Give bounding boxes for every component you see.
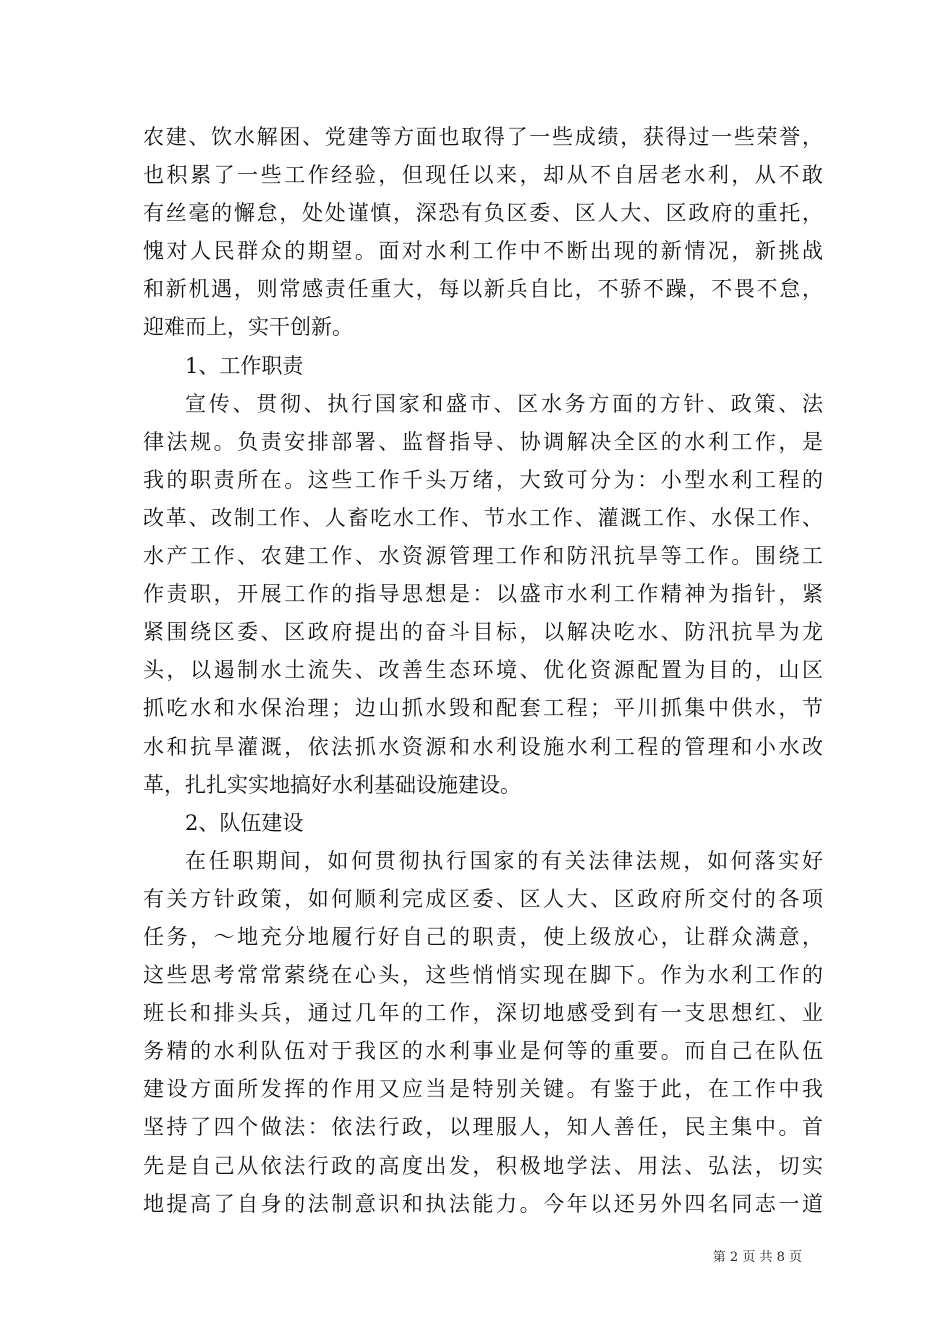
text-line: 这些思考常常萦绕在心头，这些悄悄实现在脚下。作为水利工作的 (143, 963, 823, 988)
text-line: 愧对人民群众的期望。面对水利工作中不断出现的新情况，新挑战 (143, 239, 823, 264)
text-line: 迎难而上，实干创新。 (143, 315, 353, 340)
text-line: 抓吃水和水保治理；边山抓水毁和配套工程；平川抓集中供水，节 (143, 696, 823, 721)
text-line: 水和抗旱灌溉，依法抓水资源和水利设施水利工程的管理和小水改 (143, 734, 823, 759)
text-line: 建设方面所发挥的作用又应当是特别关键。有鉴于此，在工作中我 (143, 1077, 823, 1102)
text-line: 在任职期间，如何贯彻执行国家的有关法律法规，如何落实好 (185, 848, 823, 873)
text-line: 律法规。负责安排部署、监督指导、协调解决全区的水利工作，是 (143, 429, 823, 454)
text-line: 和新机遇，则常感责任重大，每以新兵自比，不骄不躁，不畏不怠， (143, 277, 823, 302)
page-number-label: 第 2 页 共 8 页 (712, 1250, 802, 1265)
text-line: 也积累了一些工作经验，但现任以来，却从不自居老水利，从不敢 (143, 163, 823, 188)
text-line: 革，扎扎实实地搞好水利基础设施建设。 (143, 772, 521, 797)
text-line: 坚持了四个做法：依法行政，以理服人，知人善任，民主集中。首 (143, 1115, 823, 1140)
text-line: 有关方针政策，如何顺利完成区委、区人大、区政府所交付的各项 (143, 886, 823, 911)
text-line: 紧围绕区委、区政府提出的奋斗目标，以解决吃水、防汛抗旱为龙 (143, 620, 823, 645)
text-line: 水产工作、农建工作、水资源管理工作和防汛抗旱等工作。围绕工 (143, 544, 823, 569)
text-line: 地提高了自身的法制意识和执法能力。今年以还另外四名同志一道 (143, 1191, 823, 1216)
text-line: 头，以遏制水土流失、改善生态环境、优化资源配置为目的，山区 (143, 658, 823, 683)
text-line: 改革、改制工作、人畜吃水工作、节水工作、灌溉工作、水保工作、 (143, 505, 823, 530)
text-line: 有丝毫的懈怠，处处谨慎，深恐有负区委、区人大、区政府的重托， (143, 201, 823, 226)
section-heading: 2、队伍建设 (185, 810, 304, 835)
text-line: 任务，～地充分地履行好自己的职责，使上级放心，让群众满意， (143, 924, 823, 949)
text-line: 班长和排头兵，通过几年的工作，深切地感受到有一支思想红、业 (143, 1001, 823, 1026)
text-line: 先是自己从依法行政的高度出发，积极地学法、用法、弘法，切实 (143, 1153, 823, 1178)
text-line: 我的职责所在。这些工作千头万绪，大致可分为：小型水利工程的 (143, 467, 823, 492)
text-line: 宣传、贯彻、执行国家和盛市、区水务方面的方针、政策、法 (185, 391, 823, 416)
text-line: 务精的水利队伍对于我区的水利事业是何等的重要。而自己在队伍 (143, 1039, 823, 1064)
document-body (143, 118, 823, 1223)
section-heading: 1、工作职责 (185, 353, 304, 378)
text-line: 作责职，开展工作的指导思想是：以盛市水利工作精神为指针，紧 (143, 582, 823, 607)
text-line: 农建、饮水解困、党建等方面也取得了一些成绩，获得过一些荣誉， (143, 125, 823, 149)
page-footer (0, 1246, 950, 1265)
